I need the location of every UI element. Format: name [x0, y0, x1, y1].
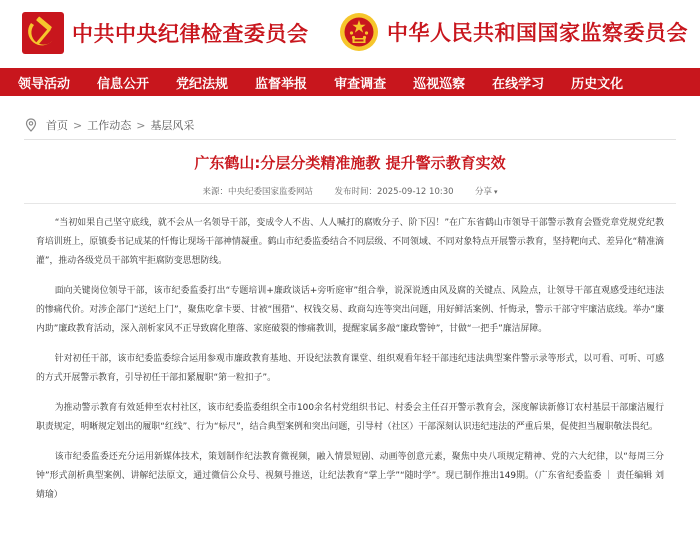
- breadcrumb: [24, 117, 194, 133]
- ccdi-brand[interactable]: [22, 12, 309, 54]
- article-publish-time: 发布时间：2025-09-12 10:30: [334, 187, 454, 197]
- breadcrumb-home[interactable]: 首页: [46, 119, 68, 132]
- nav-item-report[interactable]: 监督举报: [255, 76, 308, 92]
- meta-divider: [24, 203, 676, 204]
- nav-item-online-learning[interactable]: 在线学习: [492, 76, 545, 92]
- chevron-down-icon: ▾: [493, 188, 498, 196]
- main-nav: [0, 68, 700, 96]
- ccdi-title: 中共中央纪律检查委员会: [72, 21, 309, 46]
- party-emblem-icon: [22, 12, 64, 54]
- nav-item-history[interactable]: 历史文化: [571, 76, 624, 92]
- article-paragraph: 该市纪委监委还充分运用新媒体技术，策划制作纪法教育微视频，融入情景短剧、动画等创意元素，聚焦中央八项规定精神、党的六大纪律，以“每周三分钟”形式剖析典型案例、讲解纪法原文，通过微信公众号、视频号推送，让纪法教育“掌上学”“随时学”。现已制作推出149期。（广东省纪委监委 ｜ 责任编辑 刘婧瑜）: [36, 452, 664, 500]
- nav-item-regulations[interactable]: 党纪法规: [176, 76, 229, 92]
- article-paragraph: “当初如果自己坚守底线，就不会从一名领导干部，变成令人不齿、人人喊打的腐败分子、阶下囚！”在广东省鹤山市领导干部警示教育会暨党章党规党纪教育培训班上，原镇委书记成某的忏悔让现场干部神情凝重。鹤山市纪委监委结合不同层级、不同领域、不同对象特点开展警示教育，坚持靶向式、差异化“精准滴灌”，推动各级党员干部筑牢拒腐防变思想防线。: [36, 218, 664, 266]
- article-source: 来源：中央纪委国家监委网站: [202, 187, 314, 197]
- nav-item-inspection[interactable]: 巡视巡察: [413, 76, 466, 92]
- article-meta: [0, 185, 700, 197]
- breadcrumb-work-news[interactable]: 工作动态: [87, 119, 132, 132]
- share-label: 分享: [474, 187, 492, 197]
- breadcrumb-separator: >: [73, 118, 83, 132]
- breadcrumb-grassroots[interactable]: 基层风采: [150, 119, 195, 132]
- article-paragraph: 针对初任干部，该市纪委监委综合运用参观市廉政教育基地、开设纪法教育课堂、组织观看年轻干部违纪违法典型案件警示录等形式，以可看、可听、可感的方式开展警示教育，引导初任干部扣紧履职“第一粒扣子”。: [36, 354, 664, 383]
- share-button[interactable]: [475, 187, 498, 197]
- nav-item-investigation[interactable]: 审查调查: [334, 76, 387, 92]
- article-paragraph: 为推动警示教育有效延伸至农村社区，该市纪委监委组织全市100余名村党组织书记、村委会主任召开警示教育会，深度解读新修订农村基层干部廉洁履行职责规定，明晰规定划出的履职“红线”、行为“标尺”，结合典型案例和突出问题，引导村（社区）干部深刻认识违纪违法的严重后果，促使担当履职敬法畏纪。: [36, 403, 664, 432]
- nsc-brand[interactable]: [339, 12, 688, 52]
- nav-item-leadership[interactable]: 领导活动: [18, 76, 71, 92]
- location-pin-icon: [24, 118, 38, 132]
- national-emblem-icon: [339, 12, 379, 52]
- nav-item-disclosure[interactable]: 信息公开: [97, 76, 150, 92]
- nsc-title: 中华人民共和国国家监察委员会: [387, 20, 688, 45]
- article-title: 广东鹤山:分层分类精准施教 提升警示教育实效: [194, 154, 506, 172]
- article-paragraph: 面向关键岗位领导干部，该市纪委监委打出“专题培训+廉政谈话+旁听庭审”组合拳，说深说透由风及腐的关键点、风险点，让领导干部直观感受违纪违法的惨痛代价。对涉企部门“送纪上门”，聚焦吃拿卡要、甘被“围猎”、权钱交易、政商勾连等突出问题，用好鲜活案例、忏悔录，警示干部守牢廉洁底线。举办“廉内助”廉政教育活动，深入剖析家风不正导致腐化堕落、家庭破裂的惨痛教训，提醒家属多敲“廉政警钟”，甘做“一把手”廉洁屏障。: [36, 286, 664, 334]
- breadcrumb-divider: [24, 139, 676, 140]
- site-header: [0, 0, 700, 68]
- breadcrumb-separator: >: [136, 118, 146, 132]
- article-body: [36, 214, 664, 516]
